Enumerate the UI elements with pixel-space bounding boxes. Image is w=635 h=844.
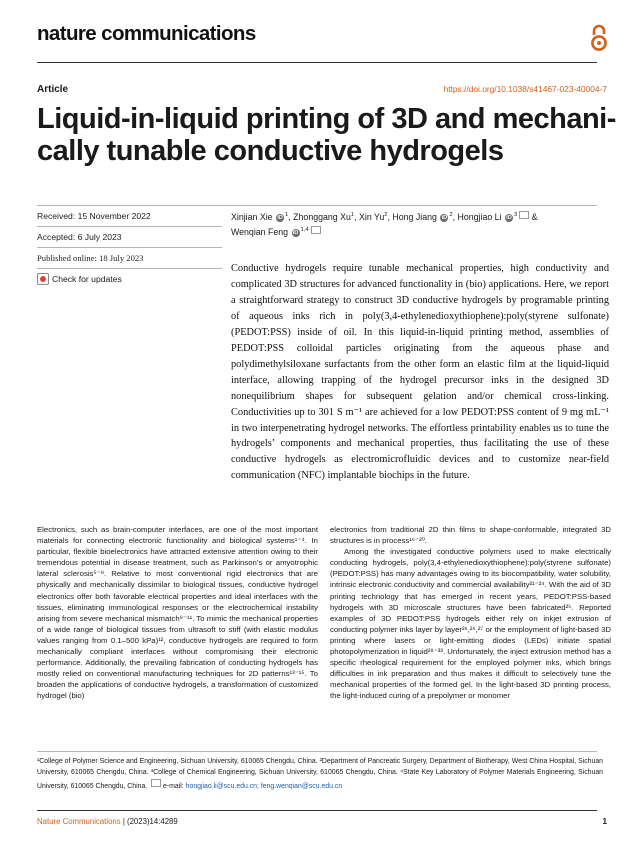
orcid-icon[interactable]: iD	[506, 214, 512, 221]
author-affiliation: 1	[285, 212, 289, 218]
page-number: 1	[602, 817, 607, 826]
author-name[interactable]: Xinjian Xie	[231, 211, 273, 222]
title-line-2: cally tunable conductive hydrogels	[37, 135, 504, 167]
journal-name: nature communications	[37, 22, 256, 45]
body-column-left	[37, 524, 318, 702]
email-addresses[interactable]: hongjiao.li@scu.edu.cn; feng.wenqian@scu.edu.cn	[185, 782, 343, 790]
author-name[interactable]: Zhonggang Xu	[293, 211, 351, 222]
author-list: Xinjian Xie iD $^1$, Zhonggang Xu$^1$, Xin Yu$^2$, Hong Jiang iD $^2$, Hongjiao Li iD $^3$ & Wenqian Feng iD $^{1,4}$	[231, 211, 538, 237]
email-label: e-mail:	[163, 782, 184, 790]
title-line-1: Liquid-in-liquid printing of 3D and mechani-	[37, 103, 616, 135]
footer-journal[interactable]: Nature Communications	[37, 817, 121, 826]
check-updates-icon	[37, 273, 49, 285]
orcid-icon[interactable]: iD	[441, 214, 448, 221]
received-date: Received: 15 November 2022	[37, 211, 151, 221]
author-name[interactable]: Hongjiao Li	[457, 211, 502, 222]
author-name[interactable]: Hong Jiang	[392, 211, 437, 222]
article-type: Article	[37, 84, 69, 95]
doi-link[interactable]: https://doi.org/10.1038/s41467-023-40004-7	[443, 84, 607, 94]
email-icon[interactable]	[519, 211, 529, 219]
affiliation-text: ¹College of Polymer Science and Engineering, Sichuan University, 610065 Chengdu, China. ²Department of Pancreatic Surgery, Department of Biotherapy, West China Hospital, Sichuan University, 610065 Chengdu, China. ³College of Chemical Engineering, Sichuan University, 610065 Chengdu, China. ⁴State Key Laboratory of Polymer Materials Engineering, Sichuan University, 610065 Chengdu, China.	[37, 758, 603, 790]
email-icon	[151, 779, 161, 787]
body-paragraph: electronics from traditional 2D thin films to shape-conformable, integrated 3D structures is in process¹⁶⁻²⁰.	[330, 525, 611, 546]
abstract: Conductive hydrogels require tunable mechanical properties, high conductivity and complicated 3D structures for advanced functionality in (bio) applications. Here, we report a straightforward strategy to construct 3D conductive hydrogels by programable printing of aqueous inks rich in poly(3,4-ethylenedioxythiophene):poly(styrene sulfonate) (PEDOT:PSS) inside of oil. In this liquid-in-liquid printing method, assemblies of PEDOT:PSS colloidal particles originating from the aqueous phase and polydimethylsiloxane surfactants from the other form an elastic film at the liquid-liquid interface, allowing trapping of the hydrogel precursor inks in the designed 3D nonequilibrium shapes for subsequent gelation and/or chemical cross-linking. Conductivities up to 301 S m⁻¹ are achieved for a low PEDOT:PSS content of 9 mg mL⁻¹ in two interpenetrating hydrogel networks. The effortless printability enables us to tune the hydrogels’ components and mechanical properties, thus facilitating the use of these conductive hydrogels as electromicrofluidic devices and to customize near-field communication (NFC) implantable biochips in the future.	[231, 263, 609, 482]
header-rule	[37, 62, 597, 63]
article-title	[37, 103, 617, 167]
orcid-icon[interactable]: iD	[277, 214, 283, 221]
date-rule	[37, 226, 222, 227]
author-name[interactable]: Xin Yu	[359, 211, 385, 222]
body-column-right	[330, 524, 611, 702]
check-for-updates-button[interactable]	[37, 273, 122, 285]
body-paragraph: Among the investigated conductive polymers used to make electrically conducting hydrogels, poly(3,4-ethylenedioxythiophene):poly(styrene sulfonate) (PEDOT:PSS) has many advantages owing to its biocompatibility, water solubility, intrinsic electronic conductivity and commercial availability²¹⁻²⁴. With the aid of 3D printing technology that has emerged in recent years, PEDOT:PSS-based hydrogels with 3D microscale structures have been fabricated²⁵. Reported examples of 3D PEDOT:PSS hydrogels either rely on inkjet extrusion of conducting polymer inks layer by layer²⁶,²⁶,²⁷ or the employment of light-based 3D printing where lasers or light-emitting diodes (LEDs) initiate spatial photopolymerization in liquid²⁸⁻³³. Unfortunately, the inject extrusion method has a specific rheological requirement for the employed polymer inks, which brings difficulties in ink preparation and thus makes it difficult to selectively tune the mechanical properties of the formed gel. In the light-based 3D printing process, the light-induced curing of a prepolymer or monomer	[330, 547, 611, 701]
footer-citation	[37, 817, 178, 826]
email-icon[interactable]	[311, 226, 321, 234]
affiliations	[37, 756, 603, 792]
open-access-icon	[590, 24, 608, 52]
author-name[interactable]: Wenqian Feng	[231, 226, 289, 237]
author-affiliation: 3	[513, 212, 518, 218]
dates-top-rule	[37, 205, 597, 206]
author-affiliation: 2	[384, 212, 388, 218]
date-rule	[37, 247, 222, 248]
body-paragraph: Electronics, such as brain-computer interfaces, are one of the most important materials for connecting electronic functionality and biological systems¹⁻⁴. In particular, flexible bioelectronics have attracted extensive attention owing to their tremendous potential in disease treatment, such as Parkinson’s or amyotrophic lateral sclerosis⁵⁻⁸. Relative to most conventional rigid electronics that are physically and mechanically dissimilar to biological tissues, conductive hydrogel electronics offer both favorable electrical properties and ideal interfaces with the tissues, eliminating immunological responses or the electrochemical instability arising from severe mechanical mismatch⁹⁻¹¹. To mimic the mechanical properties of a wide range of biological tissues from ultrasoft to stiff (with elastic modulus values ranging from 0.1–500 kPa)¹², conductive hydrogels are required to form mechanically compliant interfaces without compromising their electronic performance. Additionally, the prevailing fabrication of conducting hydrogels has mostly relied on conventional manufacturing techniques for 2D patterns¹³⁻¹⁵. To broaden the applications of conductive hydrogels, a transformation of customized hydrogel (bio)	[37, 525, 318, 701]
footer-rule	[37, 810, 597, 811]
check-updates-label: Check for updates	[52, 274, 122, 284]
orcid-icon[interactable]: iD	[292, 229, 299, 236]
affiliations-rule	[37, 751, 597, 752]
date-rule	[37, 268, 222, 269]
accepted-date: Accepted: 6 July 2023	[37, 232, 122, 242]
footer-volume: | (2023)14:4289	[122, 817, 178, 826]
published-date: Published online: 18 July 2023	[37, 253, 144, 263]
author-affiliation: 1	[350, 212, 355, 218]
author-affiliation: 1,4	[300, 226, 309, 233]
author-affiliation: 2	[449, 212, 453, 218]
